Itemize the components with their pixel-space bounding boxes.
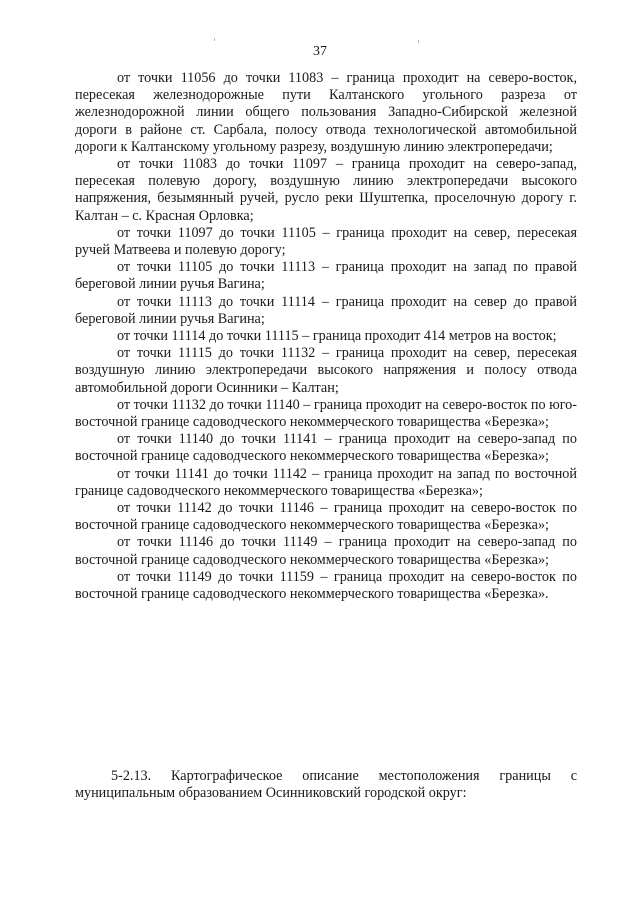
paragraph: от точки 11115 до точки 11132 – граница проходит на север, пересекая воздушную линию электропередачи высокого напряжения и полосу отвода автомобильной дороги Осинники – Калтан; (75, 345, 577, 396)
paragraph: от точки 11141 до точки 11142 – граница проходит на запад по восточной границе садоводческого некоммерческого товарищества «Березка»; (75, 465, 577, 499)
section-heading (75, 768, 577, 802)
paragraph: от точки 11083 до точки 11097 – граница проходит на северо-запад, пересекая полевую дорогу, воздушную линию электропередачи высокого напряжения, безымянный ручей, русло реки Шуштепка, проселочную дорогу г. Калтан – с. Красная Орловка; (75, 156, 577, 224)
section-text: 5-2.13. Картографическое описание местоположения границы с муниципальным образованием Осинниковский городской округ: (75, 768, 577, 802)
scan-speck (214, 38, 215, 41)
paragraph: от точки 11140 до точки 11141 – граница проходит на северо-запад по восточной границе садоводческого некоммерческого товарищества «Березка»; (75, 431, 577, 465)
paragraph: от точки 11114 до точки 11115 – граница проходит 414 метров на восток; (117, 328, 557, 345)
paragraph: от точки 11142 до точки 11146 – граница проходит на северо-восток по восточной границе садоводческого некоммерческого товарищества «Березка»; (75, 500, 577, 534)
paragraph: от точки 11132 до точки 11140 – граница проходит на северо-восток по юго-восточной границе садоводческого некоммерческого товарищества «Березка»; (75, 396, 577, 431)
paragraph: от точки 11146 до точки 11149 – граница проходит на северо-запад по восточной границе садоводческого некоммерческого товарищества «Березка»; (75, 534, 577, 568)
paragraph: от точки 11105 до точки 11113 – граница проходит на запад по правой береговой линии ручья Вагина; (75, 259, 577, 293)
paragraph: от точки 11113 до точки 11114 – граница проходит на север до правой береговой линии ручья Вагина; (75, 293, 577, 327)
paragraph: от точки 11149 до точки 11159 – граница проходит на северо-восток по восточной границе садоводческого некоммерческого товарищества «Березка». (75, 568, 577, 603)
scan-speck (418, 40, 419, 43)
page-number: 37 (313, 44, 327, 59)
boundary-description (75, 70, 577, 603)
paragraph: от точки 11097 до точки 11105 – граница проходит на север, пересекая ручей Матвеева и полевую дорогу; (75, 224, 577, 259)
paragraph: от точки 11056 до точки 11083 – граница проходит на северо-восток, пересекая железнодорожные пути Калтанского угольного разреза от железнодорожной линии общего пользования Западно-Сибирской железной дороги в районе ст. Сарбала, полосу отвода технологической автомобильной дороги к Калтанскому угольному разрезу, воздушную линию электропередачи; (75, 70, 577, 155)
